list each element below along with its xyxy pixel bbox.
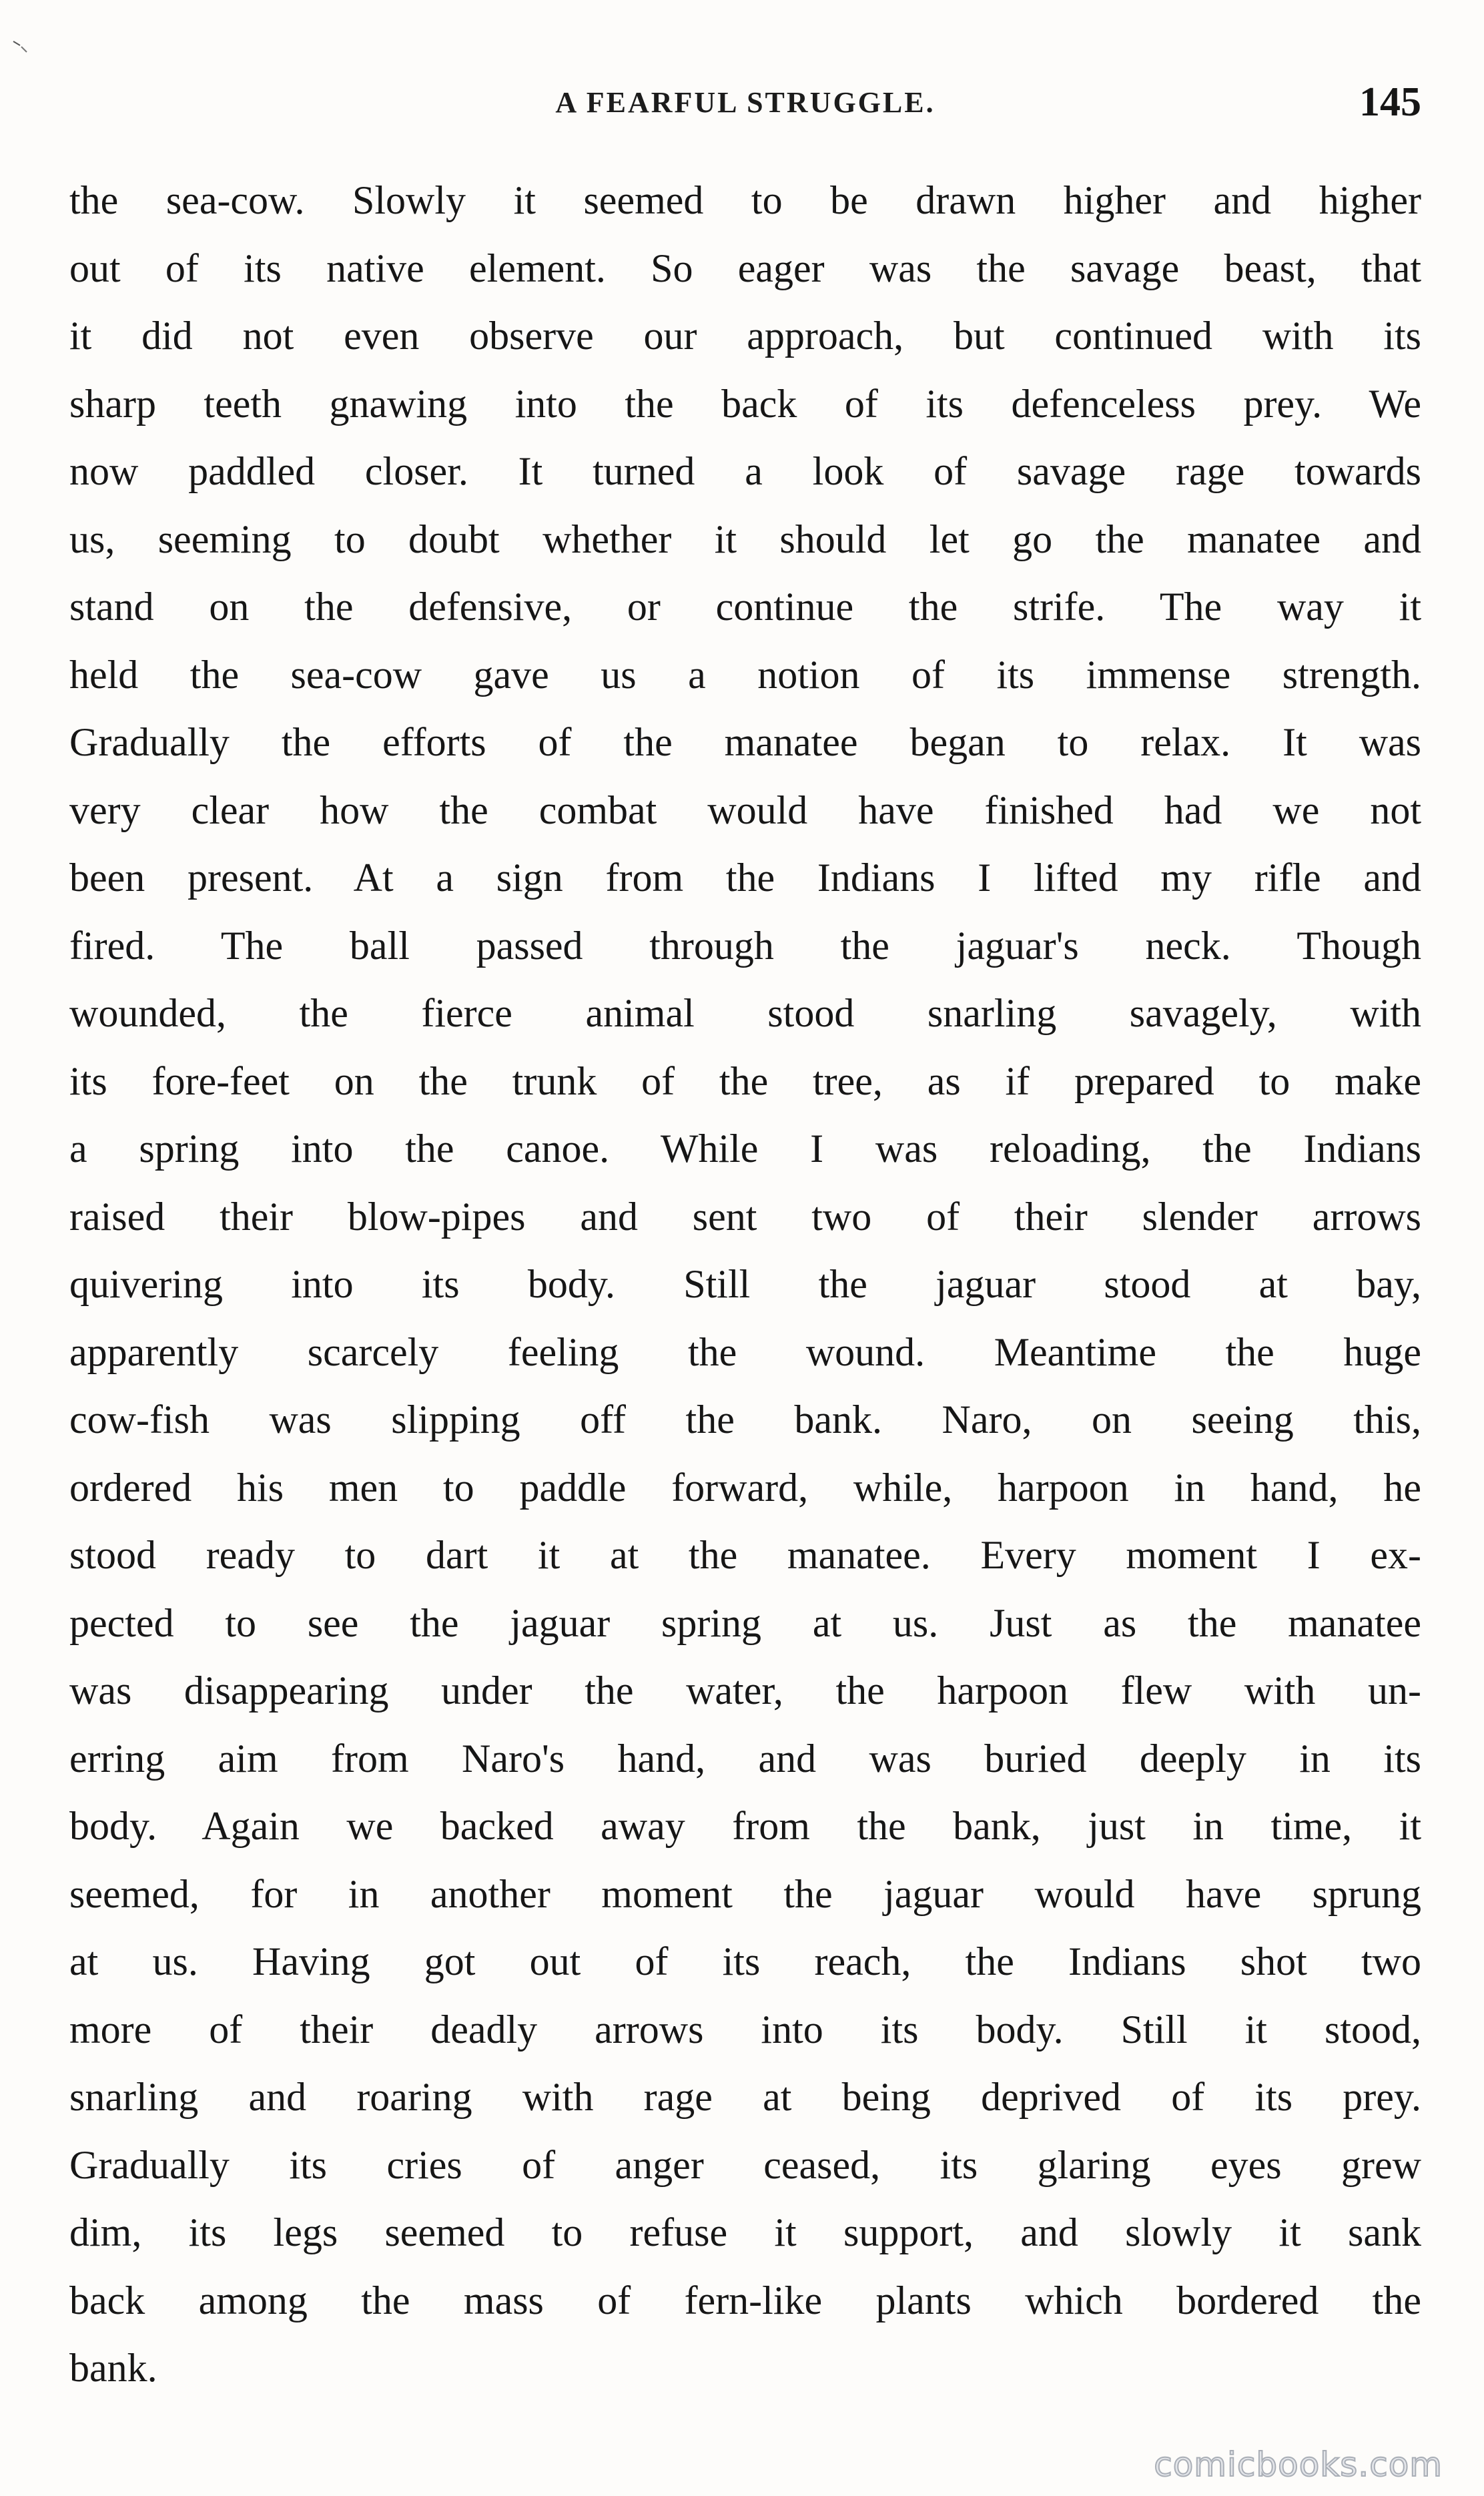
text-line: sharp teeth gnawing into the back of its defenceless prey. We (69, 381, 1421, 426)
text-line: wounded, the fierce animal stood snarling savagely, with (69, 991, 1421, 1035)
text-line: pected to see the jaguar spring at us. Just as the manatee (69, 1600, 1421, 1645)
text-line: very clear how the combat would have finished had we not (69, 788, 1421, 832)
text-line: held the sea-cow gave us a notion of its immense strength. (69, 652, 1421, 697)
text-line: fired. The ball passed through the jaguar's neck. Though (69, 923, 1421, 968)
page-number: 145 (1359, 79, 1421, 125)
text-line: now paddled closer. It turned a look of savage rage towards (69, 449, 1421, 493)
text-line: raised their blow-pipes and sent two of their slender arrows (69, 1194, 1421, 1239)
text-line: stand on the defensive, or continue the strife. The way it (69, 585, 1421, 629)
text-line: been present. At a sign from the Indians I lifted my rifle and (69, 856, 1421, 900)
text-line: dim, its legs seemed to refuse it support, and slowly it sank (69, 2210, 1421, 2254)
text-line: erring aim from Naro's hand, and was buried deeply in its (69, 1736, 1421, 1781)
text-line: cow-fish was slipping off the bank. Naro, on seeing this, (69, 1397, 1421, 1442)
text-line: apparently scarcely feeling the wound. Meantime the huge (69, 1329, 1421, 1374)
text-line: the sea-cow. Slowly it seemed to be drawn higher and higher (69, 178, 1421, 222)
text-line: quivering into its body. Still the jaguar stood at bay, (69, 1262, 1421, 1306)
text-line: body. Again we backed away from the bank, just in time, it (69, 1804, 1421, 1848)
text-line: out of its native element. So eager was the savage beast, that (69, 246, 1421, 290)
text-line: at us. Having got out of its reach, the Indians shot two (69, 1939, 1421, 1983)
text-line: it did not even observe our approach, but continued with its (69, 314, 1421, 358)
text-line: more of their deadly arrows into its body. Still it stood, (69, 2007, 1421, 2052)
text-line: snarling and roaring with rage at being deprived of its prey. (69, 2075, 1421, 2119)
text-line: seemed, for in another moment the jaguar would have sprung (69, 1871, 1421, 1916)
scan-mark (12, 40, 36, 56)
text-line: back among the mass of fern-like plants which bordered the (69, 2278, 1421, 2322)
text-line: a spring into the canoe. While I was reloading, the Indians (69, 1127, 1421, 1171)
running-header (69, 79, 1421, 129)
running-title: A FEARFUL STRUGGLE. (555, 86, 936, 119)
text-line: ordered his men to paddle forward, while, harpoon in hand, he (69, 1465, 1421, 1510)
text-line: Gradually the efforts of the manatee began to relax. It was (69, 720, 1421, 764)
text-line: bank. (69, 2346, 157, 2390)
body-text (69, 167, 1421, 2403)
text-line: was disappearing under the water, the harpoon flew with un- (69, 1668, 1421, 1712)
text-line: us, seeming to doubt whether it should let go the manatee and (69, 517, 1421, 561)
text-line: stood ready to dart it at the manatee. Every moment I ex- (69, 1533, 1421, 1577)
watermark: comicbooks.com (1154, 2445, 1443, 2484)
text-line: Gradually its cries of anger ceased, its glaring eyes grew (69, 2142, 1421, 2187)
text-line: its fore-feet on the trunk of the tree, as if prepared to make (69, 1058, 1421, 1103)
